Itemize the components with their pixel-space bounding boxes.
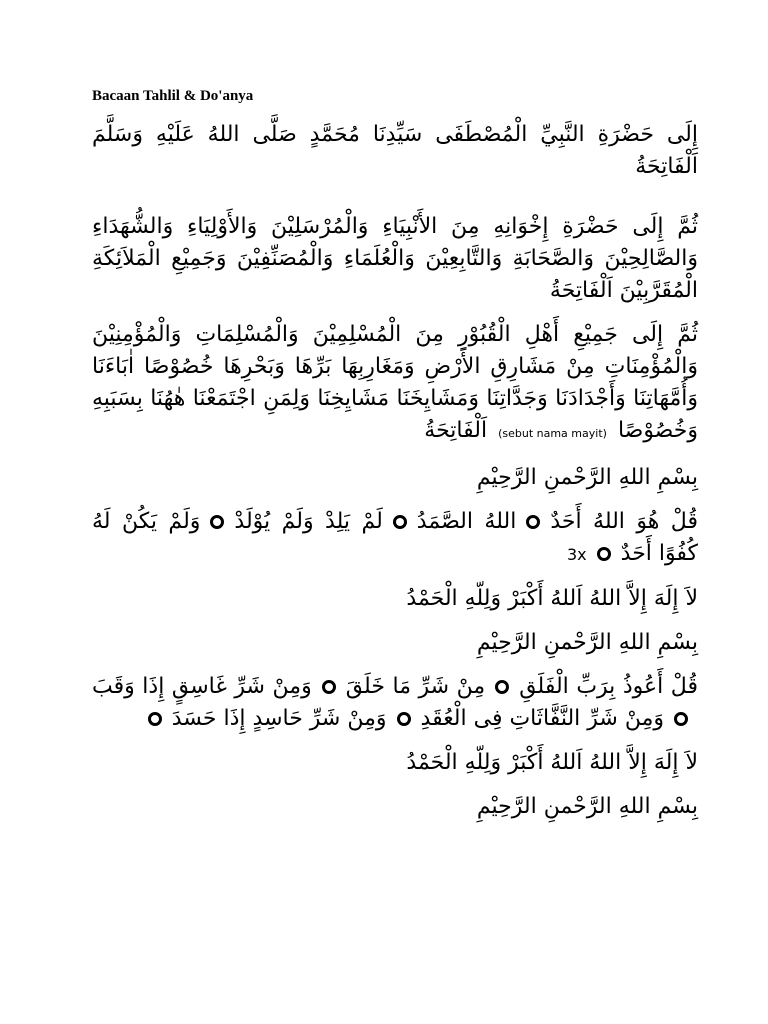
dedication-deceased bbox=[92, 319, 698, 450]
fatihah-label: اَلْفَاتِحَةُ bbox=[424, 418, 488, 443]
spacer bbox=[92, 183, 698, 211]
verse: وَمِنْ شَرِّ غَاسِقٍ إِذَا وَقَبَ bbox=[92, 674, 312, 699]
verse: قُلْ أَعُوذُ بِرَبِّ الْفَلَقِ bbox=[519, 674, 698, 699]
spacer bbox=[92, 779, 698, 791]
spacer bbox=[92, 659, 698, 671]
repeat-count: 3x bbox=[567, 545, 587, 564]
verse-end-marker-icon bbox=[322, 680, 336, 694]
spacer bbox=[92, 615, 698, 627]
verse: وَلَمْ يَكُنْ لَهُ كُفُوًا أَحَدٌ bbox=[92, 509, 698, 566]
verse-end-marker-icon bbox=[210, 515, 224, 529]
verse-end-marker-icon bbox=[397, 712, 411, 726]
verse: وَمِنْ شَرِّ حَاسِدٍ إِذَا حَسَدَ bbox=[171, 706, 387, 731]
verse-end-marker-icon bbox=[148, 712, 162, 726]
spacer bbox=[92, 571, 698, 583]
tahlil-1: لاَ إِلَهَ إِلاَّ اللهُ اَللهُ أَكْبَرْ وَلِلّهِ الْحَمْدُ bbox=[406, 586, 698, 611]
instruction-note: (sebut nama mayit) bbox=[498, 427, 607, 440]
verse-end-marker-icon bbox=[495, 680, 509, 694]
verse: لَمْ يَلِدْ وَلَمْ يُوْلَدْ bbox=[234, 509, 383, 534]
spacer bbox=[92, 307, 698, 319]
document-page bbox=[92, 88, 698, 823]
verse: اللهُ الصَّمَدُ bbox=[416, 509, 517, 534]
verse: قُلْ هُوَ اللهُ أَحَدٌ bbox=[550, 509, 698, 534]
tahlil-2: لاَ إِلَهَ إِلاَّ اللهُ اَللهُ أَكْبَرْ وَلِلّهِ الْحَمْدُ bbox=[406, 750, 698, 775]
surah-falaq bbox=[92, 671, 698, 735]
surah-ikhlas bbox=[92, 506, 698, 571]
document-title: Bacaan Tahlil & Do'anya bbox=[92, 88, 254, 104]
verse-end-marker-icon bbox=[393, 515, 407, 529]
dedication-prophets-saints: ثُمَّ إِلَى حَضْرَةِ إِخْوَانِهِ مِنَ الأَنْبِيَاءِ وَالْمُرْسَلِيْنَ وَالأَوْلِيَاءِ وَالشُّهَدَاءِ وَالصَّالِحِيْنَ وَالصَّحَابَةِ وَالتَّابِعِيْنَ وَالْعُلَمَاءِ وَالْمُصَنِّفِيْنَ وَجَمِيْعِ الْمَلاَئِكَةِ الْمُقَرَّبِيْنَ اَلْفَاتِحَةُ bbox=[92, 214, 698, 303]
dedication-prophet: إِلَى حَضْرَةِ النَّبِيِّ الْمُصْطَفَى سَيِّدِنَا مُحَمَّدٍ صَلَّى اللهُ عَلَيْهِ وَسَلَّمَ اَلْفَاتِحَةُ bbox=[92, 122, 698, 179]
verse-end-marker-icon bbox=[597, 547, 611, 561]
verse: مِنْ شَرِّ مَا خَلَقَ bbox=[345, 674, 486, 699]
spacer bbox=[92, 735, 698, 747]
basmala-3: بِسْمِ اللهِ الرَّحْمنِ الرَّحِيْمِ bbox=[476, 794, 698, 819]
verse-end-marker-icon bbox=[674, 712, 688, 726]
basmala-2: بِسْمِ اللهِ الرَّحْمنِ الرَّحِيْمِ bbox=[476, 630, 698, 655]
verse-end-marker-icon bbox=[526, 515, 540, 529]
dedication-deceased-text: ثُمَّ إِلَى جَمِيْعِ أَهْلِ الْقُبُوْرِ مِنَ الْمُسْلِمِيْنَ وَالْمُسْلِمَاتِ وَالْمُؤْمِنِيْنَ وَالْمُؤْمِنَاتِ مِنْ مَشَارِقِ الأَرْضِ وَمَغَارِبِهَا بَرِّهَا وَبَحْرِهَا خُصُوْصًا اٰبَاءَنَا وَأُمَّهَاتِنَا وَأَجْدَادَنَا وَجَدَّاتِنَا وَمَشَايِخَنَا مَشَايِخِنَا وَلِمَنِ اجْتَمَعْنَا هٰهُنَا بِسَبَبِهِ وَخُصُوْصًا bbox=[92, 322, 698, 443]
spacer bbox=[92, 494, 698, 506]
spacer bbox=[92, 450, 698, 462]
basmala-1: بِسْمِ اللهِ الرَّحْمنِ الرَّحِيْمِ bbox=[476, 465, 698, 490]
verse: وَمِنْ شَرِّ النَّفَّاثَاتِ فِى الْعُقَدِ bbox=[420, 706, 664, 731]
